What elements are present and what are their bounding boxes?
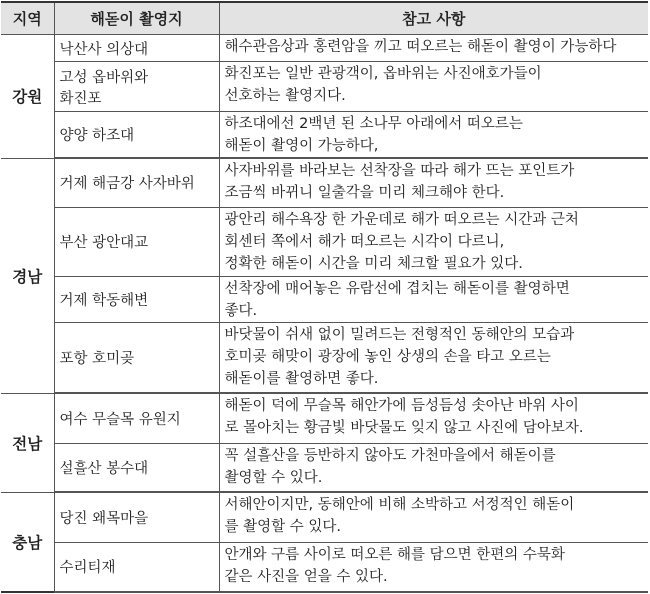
note-line: 꼭 설흘산을 등반하지 않아도 가천마을에서 해돋이를 bbox=[224, 447, 556, 464]
sunrise-spots-table bbox=[1, 1, 648, 593]
place-line: 화진포 bbox=[59, 90, 102, 107]
table-row bbox=[1, 322, 648, 393]
note-cell bbox=[219, 393, 648, 443]
note-cell bbox=[219, 492, 648, 542]
place-cell bbox=[54, 492, 219, 542]
header-place: 해돋이 촬영지 bbox=[54, 2, 219, 35]
note-cell bbox=[219, 443, 648, 492]
note-line: 해돋이 촬영이 가능하다, bbox=[224, 138, 379, 154]
note-line: 를 촬영할 수 있다. bbox=[224, 519, 341, 535]
place-line: 여수 무슬목 유원지 bbox=[59, 411, 181, 428]
note-line: 촬영할 수 있다. bbox=[224, 469, 323, 486]
table-row bbox=[1, 62, 648, 112]
place-line: 고성 옵바위와 bbox=[59, 69, 149, 86]
table-row bbox=[1, 492, 648, 542]
note-line: 화진포는 일반 관광객이, 옵바위는 사진애호가들이 bbox=[224, 66, 542, 82]
place-line: 수리티재 bbox=[59, 560, 116, 577]
table-row bbox=[1, 443, 648, 492]
place-line: 부산 광안대교 bbox=[59, 235, 149, 251]
table-row bbox=[1, 207, 648, 276]
note-line: 바닷물이 쉬새 없이 밀려드는 전형적인 동해안의 모습과 bbox=[224, 326, 575, 343]
table-row bbox=[1, 158, 648, 207]
note-line: 하조대에선 2백년 된 소나무 아래에서 떠오르는 bbox=[224, 116, 523, 132]
table-row bbox=[1, 112, 648, 159]
place-cell bbox=[54, 158, 219, 207]
note-line: 서해안이지만, 동해안에 비해 소박하고 서정적인 해돋이 bbox=[224, 497, 575, 513]
region-cell: 전남 bbox=[1, 393, 54, 492]
place-cell bbox=[54, 322, 219, 393]
place-cell bbox=[54, 276, 219, 322]
header-note: 참고 사항 bbox=[219, 2, 648, 35]
note-line: 회센터 쪽에서 해가 떠오르는 시각이 다르니, bbox=[224, 233, 505, 250]
table-header-row bbox=[1, 2, 648, 35]
region-cell: 강원 bbox=[1, 35, 54, 159]
region-cell: 경남 bbox=[1, 158, 54, 393]
note-cell bbox=[219, 207, 648, 276]
place-cell bbox=[54, 35, 219, 62]
note-line: 해수관음상과 홍련암을 끼고 떠오르는 해돋이 촬영이 가능하다 bbox=[224, 39, 617, 55]
table-row bbox=[1, 276, 648, 322]
place-cell bbox=[54, 393, 219, 443]
note-line: 호미곶 해맞이 광장에 놓인 상생의 손을 타고 오르는 bbox=[224, 348, 551, 365]
note-line: 로 몰아치는 황금빛 바닷물도 잊지 않고 사진에 담아보자. bbox=[224, 420, 584, 436]
place-line: 거제 학동해변 bbox=[59, 292, 149, 309]
place-cell bbox=[54, 112, 219, 159]
note-cell bbox=[219, 35, 648, 62]
note-cell bbox=[219, 276, 648, 322]
note-cell bbox=[219, 542, 648, 592]
note-cell bbox=[219, 158, 648, 207]
note-line: 해돋이 덕에 무슬목 해안가에 듬성듬성 솟아난 바위 사이 bbox=[224, 398, 579, 414]
note-line: 조금씩 바뀌니 일출각을 미리 체크해야 한다. bbox=[224, 185, 505, 201]
table-row bbox=[1, 393, 648, 443]
note-line: 해돋이를 촬영하면 좋다. bbox=[224, 370, 379, 387]
note-cell bbox=[219, 112, 648, 159]
place-cell bbox=[54, 542, 219, 592]
table-body bbox=[1, 35, 648, 593]
note-cell bbox=[219, 322, 648, 393]
place-line: 거제 해금강 사자바위 bbox=[59, 176, 195, 193]
place-line: 설흘산 봉수대 bbox=[59, 460, 149, 477]
note-line: 광안리 해수욕장 한 가운데로 해가 떠오르는 시간과 근처 bbox=[224, 211, 579, 228]
note-cell bbox=[219, 62, 648, 112]
place-line: 당진 왜목마을 bbox=[59, 510, 149, 527]
note-line: 같은 사진을 얻을 수 있다. bbox=[224, 568, 388, 585]
place-cell bbox=[54, 207, 219, 276]
note-line: 선호하는 촬영지다. bbox=[224, 88, 346, 104]
note-line: 안개와 구름 사이로 떠오른 해를 담으면 한편의 수묵화 bbox=[224, 546, 565, 563]
place-cell bbox=[54, 443, 219, 492]
table-row bbox=[1, 542, 648, 592]
place-cell bbox=[54, 62, 219, 112]
note-line: 사자바위를 바라보는 선착장을 따라 해가 뜨는 포인트가 bbox=[224, 163, 575, 179]
place-line: 양양 하조대 bbox=[59, 128, 135, 144]
header-region: 지역 bbox=[1, 2, 54, 35]
table-row bbox=[1, 35, 648, 62]
note-line: 좋다. bbox=[224, 302, 258, 319]
note-line: 정확한 해돋이 시간을 미리 체크할 필요가 있다. bbox=[224, 255, 523, 272]
note-line: 선착장에 매어놓은 유람선에 겹치는 해돋이를 촬영하면 bbox=[224, 280, 570, 297]
place-line: 낙산사 의상대 bbox=[59, 41, 149, 58]
region-cell: 충남 bbox=[1, 492, 54, 592]
place-line: 포항 호미곶 bbox=[59, 350, 135, 367]
